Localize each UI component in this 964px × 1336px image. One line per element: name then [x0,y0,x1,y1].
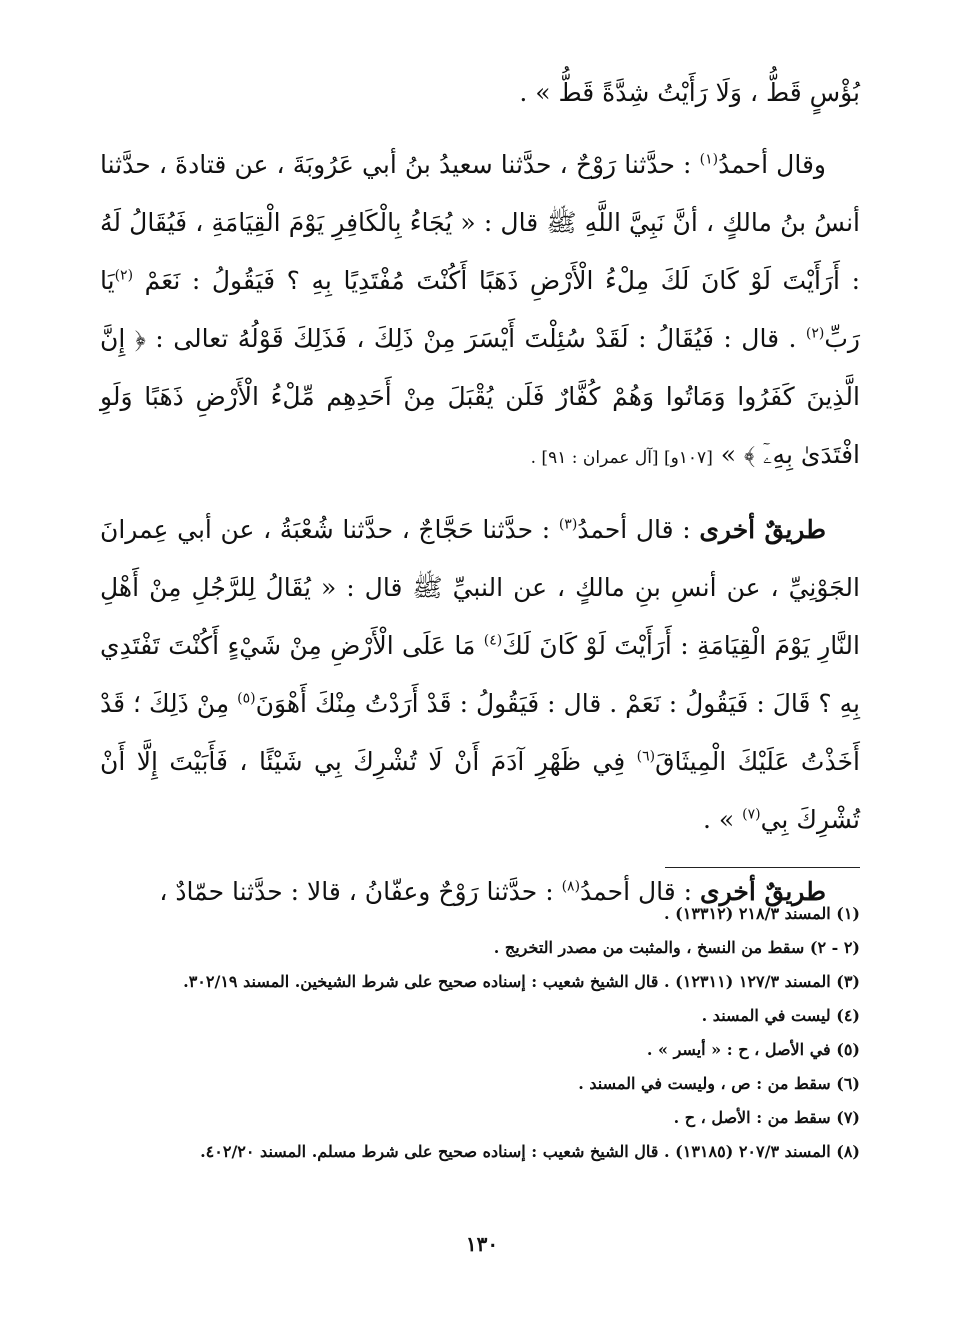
footnote-ref-8[interactable]: (٨) [561,878,581,895]
paragraph-1 [100,136,860,487]
footnote-separator [665,867,860,868]
quran-citation: [آل عمران : ٩١] . [530,448,664,468]
p2-text-b: : حدَّثنا حَجَّاجٌ ، حدَّثنا شُعْبَةُ ، عن أبي عِمرانَ الجَوْنِيِّ ، عن أنسِ بنِ مالكٍ ، عن النبيِّ ﷺ قال : « يُقَالُ لِلرَّجُلِ مِنْ أَهْلِ النَّارِ يَوْمَ الْقِيَامَةِ : أَرَأَيْتَ لَوْ كَانَ لَكَ [100,515,860,660]
p1-text-a: وقال أحمدُ [718,150,826,179]
footnotes [100,897,860,1169]
page-number: ١٣٠ [465,1232,499,1256]
p1-text-c: يَا رَبِّ [100,266,860,353]
main-text [100,64,860,921]
p1-text-d: . قال : فَيُقَالُ : لَقَدْ سُئِلْتَ أَيْسَرَ مِنْ ذَلِكَ ، فَذَلِكَ قَوْلُهُ تعالى : ﴿ إِنَّ الَّذِينَ كَفَرُوا وَمَاتُوا وَهُمْ كُفَّارٌ فَلَن يُقْبَلَ مِنْ أَحَدِهِم مِّلْءُ الْأَرْضِ ذَهَبًا وَلَوِ افْتَدَىٰ بِهِۦٓ ﴾ » [100,324,860,469]
paragraph-2 [100,501,860,849]
p3-text-a: : قال أحمدُ [580,877,701,906]
section-lead: طريقٌ أخرى [699,515,826,544]
paragraph-0-text: بُؤْسٍ قَطُّ ، وَلَا رَأَيْتُ شِدَّةً قَطُّ » . [519,78,860,107]
p1-text-b: : حدَّثنا رَوْحٌ ، حدَّثنا سعيدُ بنُ أبي عَرُوبَةَ ، عن قتادةَ ، حدَّثنا أنسُ بنُ مالكٍ ، أنَّ نَبِيَّ اللَّهِ ﷺ قال : « يُجَاءُ بِالْكَافِرِ يَوْمَ الْقِيَامَةِ ، فَيُقَالُ لَهُ : أَرَأَيْتَ لَوْ كَانَ لَكَ مِلْءُ الْأَرْضِ ذَهَبًا أَكُنْتَ مُفْتَدِيًا بِهِ ؟ فَيَقُولُ : نَعَمْ [100,150,860,295]
footnote-ref-4[interactable]: (٤) [483,632,503,649]
footnote-3: (٣) المسند ١٢٧/٣ (١٢٣١١) . قال الشيخ شعيب : إسناده صحيح على شرط الشيخين. المسند ٣٠٢/١٩. [183,972,860,991]
p2-text-c: مَا عَلَى الْأَرْضِ مِنْ شَيْءٍ أَكُنْتَ تَفْتَدِي بِهِ ؟ قَالَ : فَيَقُولُ : نَعَمْ . قال : فَيَقُولُ : قَدْ أَرَدْتُ مِنْكَ أَهْوَنَ [100,631,860,718]
footnote-6: (٦) سقط من : ص ، وليست في المسند . [578,1074,860,1093]
paragraph-0 [100,64,860,122]
footnote-1: (١) المسند ٢١٨/٣ (١٣٣١٢) . [664,904,860,923]
footnote-ref-1[interactable]: (١) [699,151,719,168]
footnote-ref-7[interactable]: (٧) [742,806,761,823]
manuscript-folio-marker: [١٠٧و] [663,448,713,468]
footnote-8: (٨) المسند ٢٠٧/٣ (١٣١٨٥) . قال الشيخ شعيب : إسناده صحيح على شرط مسلم. المسند ٤٠٢/٢٠. [200,1142,860,1161]
section-lead: طريقٌ أخرى [700,877,826,906]
p2-text-f: » . [702,805,743,834]
footnote-ref-6[interactable]: (٦) [636,748,656,765]
footnote-4: (٤) ليست في المسند . [701,1006,860,1025]
p3-text-b: : حدَّثنا رَوْحٌ وعفّانُ ، قالا : حدَّثنا حمّادٌ ، [159,877,562,906]
footnote-5: (٥) في الأصل ، ح : « أيسر » . [646,1040,860,1059]
footnote-7: (٧) سقط من : الأصل ، ح . [673,1108,860,1127]
p2-text-e: فِي ظَهْرِ آدَمَ أَنْ لَا تُشْرِكَ بِي شَيْئًا ، فَأَبَيْتَ إِلَّا أَنْ تُشْرِكَ بِي [100,747,860,834]
footnote-ref-3[interactable]: (٣) [558,516,578,533]
p2-text-a: : قال أحمدُ [577,515,700,544]
footnote-ref-5[interactable]: (٥) [237,690,256,707]
footnote-2: (٢ - ٢) سقط من النسخ ، والمثبت من مصدر التخريج . [493,938,860,957]
footnote-ref-2-end[interactable]: (٢) [805,325,825,342]
footnote-ref-2-start[interactable]: (٢) [114,267,134,284]
p2-text-d: مِنْ ذَلِكَ ؛ قَدْ أَخَذْتُ عَلَيْكَ الْمِيثَاقَ [100,689,860,776]
